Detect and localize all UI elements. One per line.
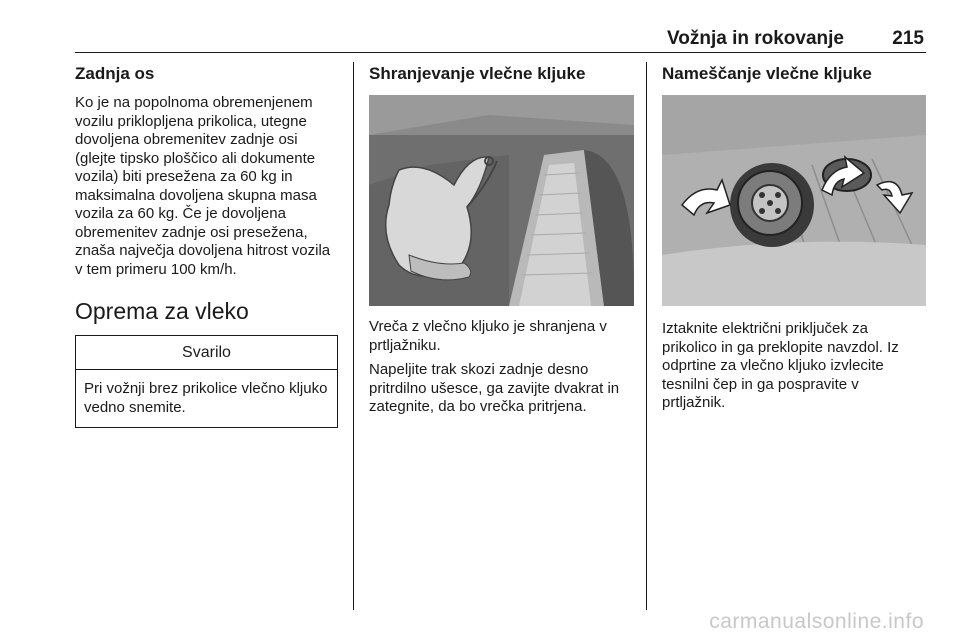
page-header [75, 26, 926, 53]
column-divider [646, 62, 647, 610]
heading-rear-axle: Zadnja os [75, 64, 155, 83]
warning-title: Svarilo [76, 336, 337, 370]
paragraph-install: Iztaknite električni priključek za prikolico in ga preklopite navzdol. Iz odprtine za vlečno kljuko izvlecite tesnilni čep in ga pospravite v prtljažnik. [662, 320, 899, 411]
heading-storage: Shranjevanje vlečne kljuke [369, 64, 586, 83]
paragraph-rear-axle: Ko je na popolnoma obremenjenem vozilu priklopljena prikolica, utegne dovoljena obremenitev zadnje osi (glejte tipsko ploščico ali dokumente vozila) biti presežena za 60 kg in maksimalna dovoljena skupna masa vozila za 60 kg. Če je dovoljena obremenitev zadnje osi presežena, znaša največja dovoljena hitrost vozila v tem primeru 100 km/h. [75, 94, 331, 278]
column-divider [353, 62, 354, 610]
column-right [662, 62, 926, 413]
section-title: Oprema za vleko [75, 298, 249, 324]
paragraph-storage-1: Vreča z vlečno kljuko je shranjena v prtljažniku. [369, 318, 607, 354]
header-title: Vožnja in rokovanje [666, 28, 844, 49]
paragraph-storage-2: Napeljite trak skozi zadnje desno pritrdilno ušesce, ga zavijte dvakrat in zategnite, da bo vrečka pritrjena. [369, 361, 620, 415]
tow-socket-photo [662, 95, 926, 306]
trunk-bag-photo [369, 95, 634, 306]
warning-box [75, 335, 338, 428]
warning-text: Pri vožnji brez prikolice vlečno kljuko vedno snemite. [84, 380, 328, 416]
watermark: carmanualsonline.info [709, 610, 924, 633]
page-number: 215 [892, 28, 924, 49]
column-left [75, 62, 339, 428]
column-middle [369, 62, 635, 417]
heading-install: Nameščanje vlečne kljuke [662, 64, 872, 83]
